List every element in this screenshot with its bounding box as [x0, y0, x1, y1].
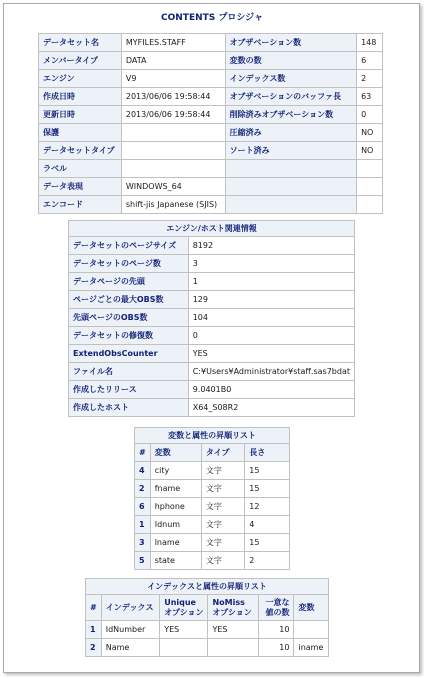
engine-value: 0	[188, 327, 354, 345]
attribute-label: 更新日時	[39, 106, 122, 124]
indexes-caption: インデックスと属性の昇順リスト	[86, 579, 329, 595]
variable-row	[135, 462, 290, 480]
engine-row	[69, 291, 355, 309]
index-nomiss	[208, 639, 258, 657]
variable-length: 4	[245, 516, 290, 534]
indexes-column-header: Unique オプション	[160, 595, 208, 621]
engine-value: 9.0401B0	[188, 381, 354, 399]
attribute-row	[39, 34, 383, 52]
attribute-value: 6	[357, 52, 383, 70]
attribute-label: ラベル	[39, 160, 122, 178]
variable-length: 15	[245, 462, 290, 480]
attribute-value: MYFILES.STAFF	[121, 34, 225, 52]
attribute-label: データセット名	[39, 34, 122, 52]
attribute-value	[121, 160, 225, 178]
attribute-value: NO	[357, 142, 383, 160]
engine-label: 作成したリリース	[69, 381, 189, 399]
indexes-column-header: 変数	[294, 595, 329, 621]
attribute-label: 削除済みオブザベーション数	[225, 106, 356, 124]
variable-row	[135, 480, 290, 498]
attribute-row	[39, 124, 383, 142]
variable-length: 2	[245, 552, 290, 570]
index-number: 1	[86, 621, 102, 639]
index-variables: iname	[294, 639, 329, 657]
attribute-label	[225, 196, 356, 214]
attribute-value: DATA	[121, 52, 225, 70]
engine-row	[69, 255, 355, 273]
attribute-value	[357, 196, 383, 214]
variable-number: 4	[135, 462, 151, 480]
attribute-value: NO	[357, 124, 383, 142]
index-name: IdNumber	[101, 621, 160, 639]
index-number: 2	[86, 639, 102, 657]
variable-row	[135, 534, 290, 552]
attribute-label: データセットタイプ	[39, 142, 122, 160]
variable-number: 3	[135, 534, 151, 552]
engine-label: 作成したホスト	[69, 399, 189, 417]
engine-value: YES	[188, 345, 354, 363]
page-title: CONTENTS プロシジャ	[161, 13, 263, 23]
attribute-label: オブザベーション数	[225, 34, 356, 52]
engine-row	[69, 327, 355, 345]
variables-column-header: #	[135, 444, 151, 462]
engine-value: C:¥Users¥Administrator¥staff.sas7bdat	[188, 363, 354, 381]
engine-label: ExtendObsCounter	[69, 345, 189, 363]
engine-value: 1	[188, 273, 354, 291]
attribute-label: オブザベーションのバッファ長	[225, 88, 356, 106]
engine-row	[69, 237, 355, 255]
indexes-column-header: インデックス	[101, 595, 160, 621]
variable-type: 文字	[201, 534, 244, 552]
index-distinct-count: 10	[258, 621, 294, 639]
attribute-label	[225, 178, 356, 196]
variables-table	[134, 427, 290, 570]
engine-value: 129	[188, 291, 354, 309]
variable-number: 6	[135, 498, 151, 516]
attribute-row	[39, 142, 383, 160]
index-nomiss: YES	[208, 621, 258, 639]
attribute-value	[121, 142, 225, 160]
attribute-value: shift-jis Japanese (SJIS)	[121, 196, 225, 214]
variable-type: 文字	[201, 462, 244, 480]
variable-type: 文字	[201, 516, 244, 534]
engine-row	[69, 399, 355, 417]
engine-label: データページの先頭	[69, 273, 189, 291]
variable-number: 2	[135, 480, 151, 498]
attribute-label: データ表現	[39, 178, 122, 196]
engine-host-caption: エンジン/ホスト関連情報	[69, 221, 355, 237]
attribute-row	[39, 52, 383, 70]
attribute-row	[39, 160, 383, 178]
attribute-value	[357, 160, 383, 178]
variable-row	[135, 516, 290, 534]
indexes-column-header: NoMiss オプション	[208, 595, 258, 621]
variable-row	[135, 498, 290, 516]
engine-value: 8192	[188, 237, 354, 255]
engine-host-table	[68, 220, 355, 417]
variable-name: fname	[150, 480, 201, 498]
index-row	[86, 621, 329, 639]
variable-number: 5	[135, 552, 151, 570]
variable-name: city	[150, 462, 201, 480]
index-row	[86, 639, 329, 657]
attribute-value: 148	[357, 34, 383, 52]
variables-column-header: 長さ	[245, 444, 290, 462]
engine-label: ファイル名	[69, 363, 189, 381]
attribute-value: WINDOWS_64	[121, 178, 225, 196]
attribute-label	[225, 160, 356, 178]
engine-label: データセットの修復数	[69, 327, 189, 345]
attribute-row	[39, 88, 383, 106]
index-name: Name	[101, 639, 160, 657]
engine-row	[69, 363, 355, 381]
index-distinct-count: 10	[258, 639, 294, 657]
attribute-value: 0	[357, 106, 383, 124]
engine-label: ページごとの最大OBS数	[69, 291, 189, 309]
attribute-label: メンバータイプ	[39, 52, 122, 70]
attribute-row	[39, 196, 383, 214]
engine-value: 104	[188, 309, 354, 327]
attribute-label: エンコード	[39, 196, 122, 214]
variable-type: 文字	[201, 480, 244, 498]
engine-row	[69, 345, 355, 363]
engine-row	[69, 273, 355, 291]
attribute-value: 63	[357, 88, 383, 106]
attribute-label: エンジン	[39, 70, 122, 88]
engine-row	[69, 381, 355, 399]
dataset-attributes-table	[38, 33, 383, 214]
variable-length: 12	[245, 498, 290, 516]
engine-label: 先頭ページのOBS数	[69, 309, 189, 327]
index-unique	[160, 639, 208, 657]
variable-name: hphone	[150, 498, 201, 516]
attribute-value: V9	[121, 70, 225, 88]
variable-type: 文字	[201, 552, 244, 570]
attribute-row	[39, 178, 383, 196]
variable-row	[135, 552, 290, 570]
variable-name: state	[150, 552, 201, 570]
attribute-label: 作成日時	[39, 88, 122, 106]
indexes-column-header: 一意な 値の数	[258, 595, 294, 621]
variable-length: 15	[245, 534, 290, 552]
index-variables	[294, 621, 329, 639]
engine-label: データセットのページサイズ	[69, 237, 189, 255]
variables-column-header: タイプ	[201, 444, 244, 462]
engine-row	[69, 309, 355, 327]
attribute-value	[121, 124, 225, 142]
attribute-value: 2013/06/06 19:58:44	[121, 88, 225, 106]
attribute-label: 保護	[39, 124, 122, 142]
variables-column-header: 変数	[150, 444, 201, 462]
attribute-row	[39, 106, 383, 124]
variables-caption: 変数と属性の昇順リスト	[135, 428, 290, 444]
variable-name: lname	[150, 534, 201, 552]
engine-label: データセットのページ数	[69, 255, 189, 273]
attribute-label: インデックス数	[225, 70, 356, 88]
attribute-row	[39, 70, 383, 88]
variable-name: Idnum	[150, 516, 201, 534]
engine-value: X64_S08R2	[188, 399, 354, 417]
attribute-label: 変数の数	[225, 52, 356, 70]
attribute-label: 圧縮済み	[225, 124, 356, 142]
variable-type: 文字	[201, 498, 244, 516]
indexes-column-header: #	[86, 595, 102, 621]
variable-length: 15	[245, 480, 290, 498]
index-unique: YES	[160, 621, 208, 639]
attribute-value	[357, 178, 383, 196]
attribute-value: 2013/06/06 19:58:44	[121, 106, 225, 124]
variable-number: 1	[135, 516, 151, 534]
attribute-label: ソート済み	[225, 142, 356, 160]
attribute-value: 2	[357, 70, 383, 88]
engine-value: 3	[188, 255, 354, 273]
indexes-table	[85, 578, 329, 657]
